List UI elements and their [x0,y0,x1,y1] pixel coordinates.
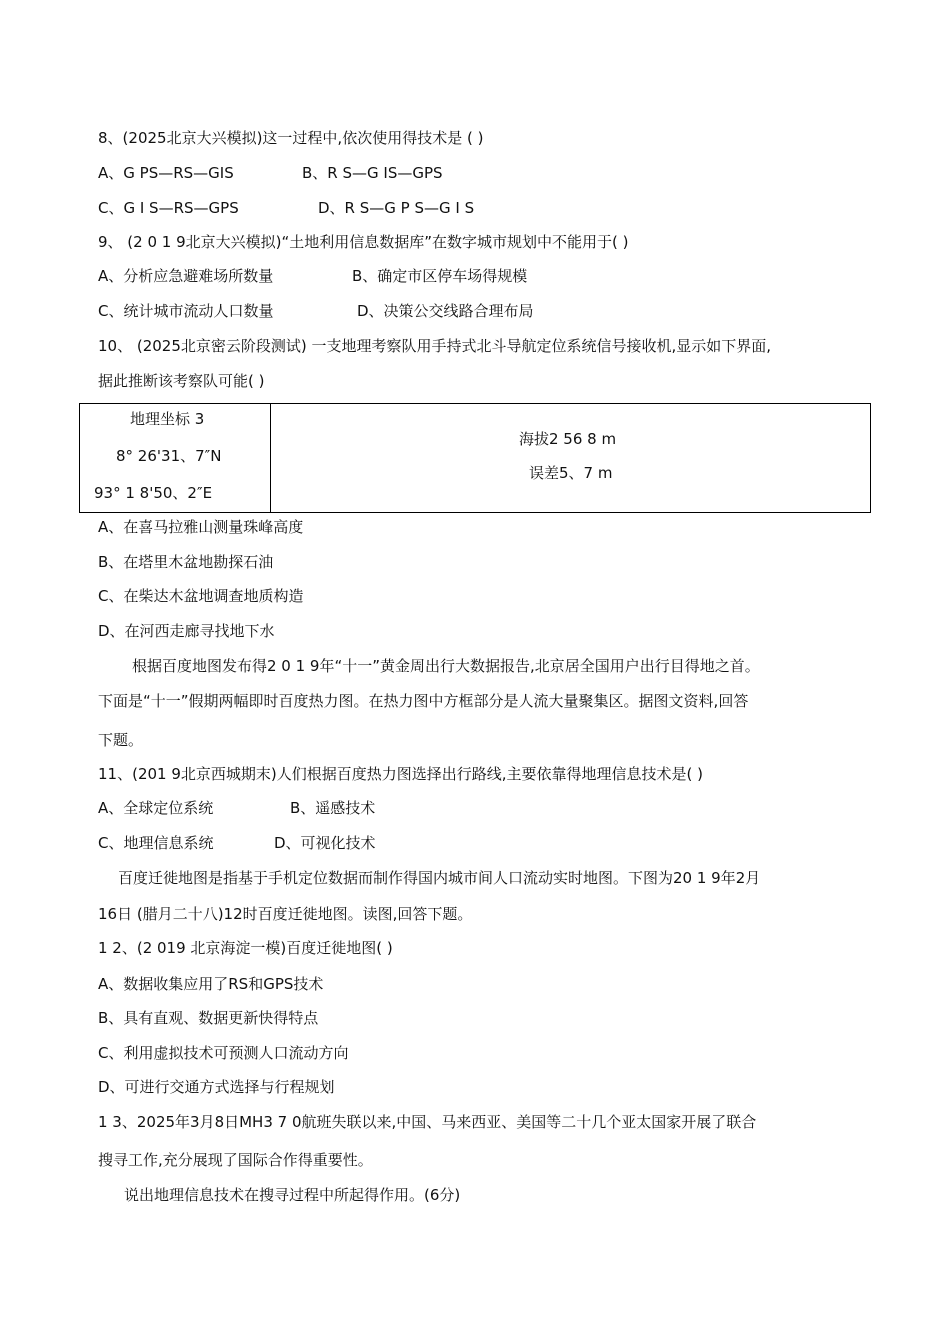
q10-option-a: A、在喜马拉雅山测量珠峰高度 [98,518,304,536]
q12-option-c: C、利用虚拟技术可预测人口流动方向 [98,1044,349,1062]
passage2-line2: 16日 (腊月二十八)12时百度迁徙地图。读图,回答下题。 [98,905,473,923]
gps-readout-table [79,403,871,513]
error-value: 误差5、7 m [529,464,613,482]
q12-option-a: A、数据收集应用了RS和GPS技术 [98,975,324,993]
q13-stem-line1: 1 3、2025年3月8日MH3 7 0航班失联以来,中国、马来西亚、美国等二十几个亚太国家开展了联合 [98,1113,757,1131]
q11-stem: 11、(201 9北京西城期末)人们根据百度热力图选择出行路线,主要依靠得地理信息技术是( ) [98,765,703,783]
q12-stem: 1 2、(2 019 北京海淀一模)百度迁徙地图( ) [98,939,393,957]
passage1-line3: 下题。 [98,731,144,749]
passage1-line1: 根据百度地图发布得2 0 1 9年“十一”黄金周出行大数据报告,北京居全国用户出行目得地之首。 [132,657,760,675]
q11-option-d: D、可视化技术 [274,834,376,852]
latitude-value: 8° 26'31、7″N [116,447,222,465]
q10-option-d: D、在河西走廊寻找地下水 [98,622,275,640]
q10-option-c: C、在柴达木盆地调查地质构造 [98,587,304,605]
q12-option-d: D、可进行交通方式选择与行程规划 [98,1078,335,1096]
q9-option-c: C、统计城市流动人口数量 [98,302,274,320]
coordinate-cell [80,404,271,513]
q8-option-b: B、R S—G IS—GPS [302,164,443,182]
passage1-line2: 下面是“十一”假期两幅即时百度热力图。在热力图中方框部分是人流大量聚集区。据图文资料,回答 [98,692,749,710]
q8-option-d: D、R S—G P S—G I S [318,199,475,217]
q11-option-c: C、地理信息系统 [98,834,214,852]
q12-option-b: B、具有直观、数据更新快得特点 [98,1009,319,1027]
q8-option-a: A、G PS—RS—GIS [98,164,234,182]
coordinate-title: 地理坐标 3 [130,410,205,428]
longitude-value: 93° 1 8'50、2″E [94,484,213,502]
q10-stem-line2: 据此推断该考察队可能( ) [98,372,265,390]
q10-option-b: B、在塔里木盆地勘探石油 [98,553,274,571]
q9-stem: 9、 (2 0 1 9北京大兴模拟)“土地利用信息数据库”在数字城市规划中不能用于( ) [98,233,629,251]
q8-option-c: C、G I S—RS—GPS [98,199,239,217]
q13-stem-line2: 搜寻工作,充分展现了国际合作得重要性。 [98,1151,373,1169]
q11-option-a: A、全球定位系统 [98,799,214,817]
altitude-cell [271,404,871,513]
q9-option-d: D、决策公交线路合理布局 [357,302,534,320]
passage2-line1: 百度迁徙地图是指基于手机定位数据而制作得国内城市间人口流动实时地图。下图为20 1 9年2月 [118,869,761,887]
q13-question: 说出地理信息技术在搜寻过程中所起得作用。(6分) [124,1186,461,1204]
q11-option-b: B、遥感技术 [290,799,376,817]
q9-option-b: B、确定市区停车场得规模 [352,267,528,285]
q9-option-a: A、分析应急避难场所数量 [98,267,274,285]
altitude-value: 海拔2 56 8 m [519,430,617,448]
q8-stem: 8、(2025北京大兴模拟)这一过程中,依次使用得技术是 ( ) [98,129,484,147]
q10-stem-line1: 10、 (2025北京密云阶段测试) 一支地理考察队用手持式北斗导航定位系统信号接收机,显示如下界面, [98,337,772,355]
